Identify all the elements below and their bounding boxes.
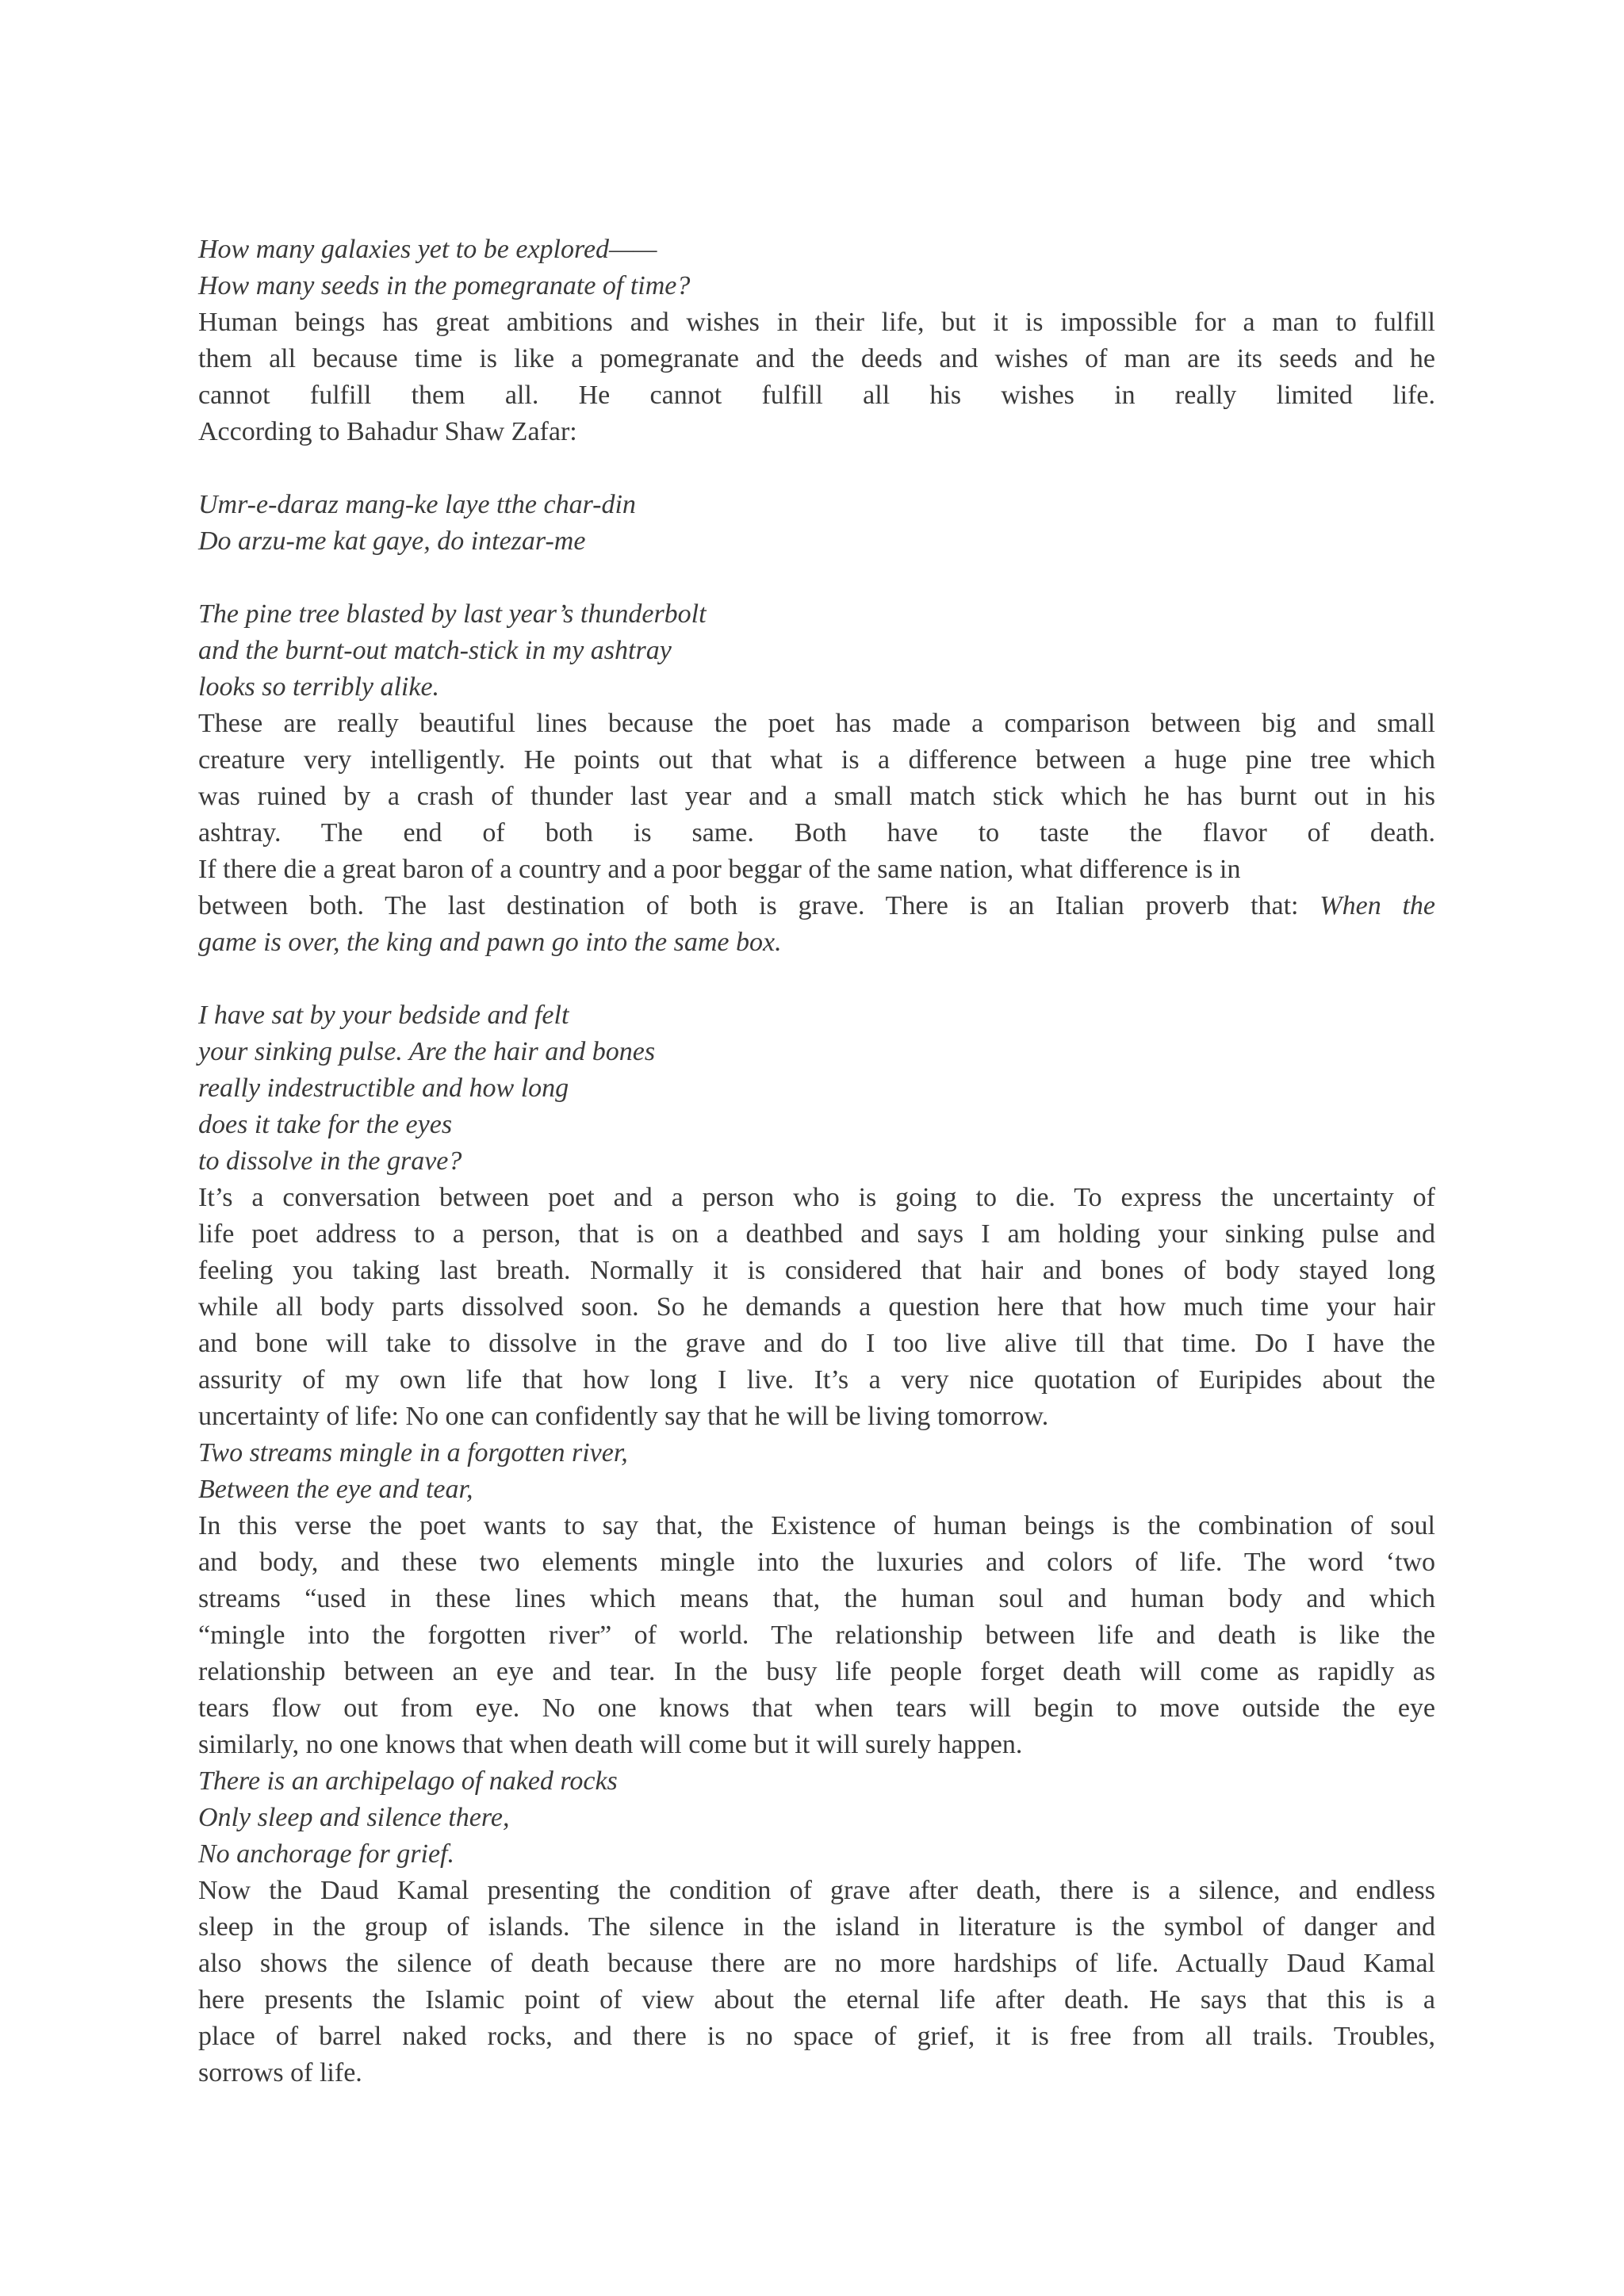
verse-line: looks so terribly alike. <box>198 672 440 702</box>
prose-line: them all because time is like a pomegranate and the deeds and wishes of man are its seeds and he <box>198 344 1435 373</box>
prose-line: also shows the silence of death because there are no more hardships of life. Actually Daud Kamal <box>198 1949 1435 1978</box>
prose-line <box>198 888 1435 924</box>
blank-line <box>198 961 1435 997</box>
prose-line: feeling you taking last breath. Normally it is considered that hair and bones of body stayed long <box>198 1256 1435 1285</box>
verse-line: No anchorage for grief. <box>198 1839 454 1869</box>
prose-line: streams “used in these lines which means that, the human soul and human body and which <box>198 1584 1435 1613</box>
prose-line: These are really beautiful lines because the poet has made a comparison between big and small <box>198 709 1435 738</box>
verse-line: really indestructible and how long <box>198 1073 569 1103</box>
verse-line: Two streams mingle in a forgotten river, <box>198 1438 628 1468</box>
verse-line: I have sat by your bedside and felt <box>198 1001 569 1030</box>
verse-line: game is over, the king and pawn go into the same box. <box>198 928 782 957</box>
prose-line: “mingle into the forgotten river” of world. The relationship between life and death is like the <box>198 1621 1435 1650</box>
document-body <box>198 232 1435 2091</box>
prose-line: In this verse the poet wants to say that, the Existence of human beings is the combination of soul <box>198 1511 1435 1540</box>
prose-line: place of barrel naked rocks, and there is no space of grief, it is free from all trails. Troubles, <box>198 2022 1435 2051</box>
prose-line: If there die a great baron of a country and a poor beggar of the same nation, what difference is in <box>198 855 1241 884</box>
prose-line: sleep in the group of islands. The silence in the island in literature is the symbol of danger and <box>198 1912 1435 1942</box>
prose-line: cannot fulfill them all. He cannot fulfill all his wishes in really limited life. <box>198 381 1435 410</box>
prose-line: sorrows of life. <box>198 2058 362 2087</box>
prose-line: According to Bahadur Shaw Zafar: <box>198 417 577 446</box>
prose-line: Human beings has great ambitions and wishes in their life, but it is impossible for a man to fulfill <box>198 308 1435 337</box>
blank-line <box>198 450 1435 487</box>
verse-line: Do arzu-me kat gaye, do intezar-me <box>198 526 586 556</box>
prose-line: Now the Daud Kamal presenting the condition of grave after death, there is a silence, and endless <box>198 1876 1435 1905</box>
prose-line: life poet address to a person, that is on a deathbed and says I am holding your sinking pulse and <box>198 1219 1435 1249</box>
proverb-text: When the <box>1320 891 1435 920</box>
prose-line: uncertainty of life: No one can confidently say that he will be living tomorrow. <box>198 1402 1049 1431</box>
prose-line: relationship between an eye and tear. In the busy life people forget death will come as rapidly as <box>198 1657 1435 1686</box>
verse-line: How many seeds in the pomegranate of time? <box>198 271 691 300</box>
prose-line: was ruined by a crash of thunder last year and a small match stick which he has burnt out in his <box>198 782 1435 811</box>
prose-line: ashtray. The end of both is same. Both have to taste the flavor of death. <box>198 818 1435 848</box>
verse-line: your sinking pulse. Are the hair and bones <box>198 1037 656 1066</box>
prose-line: while all body parts dissolved soon. So he demands a question here that how much time your hair <box>198 1292 1435 1322</box>
prose-line: here presents the Islamic point of view about the eternal life after death. He says that this is a <box>198 1985 1435 2015</box>
prose-line: It’s a conversation between poet and a person who is going to die. To express the uncertainty of <box>198 1183 1435 1212</box>
verse-line: How many galaxies yet to be explored—— <box>198 235 657 264</box>
prose-line: tears flow out from eye. No one knows that when tears will begin to move outside the eye <box>198 1693 1435 1723</box>
prose-line: assurity of my own life that how long I live. It’s a very nice quotation of Euripides about the <box>198 1365 1435 1395</box>
prose-line: and body, and these two elements mingle into the luxuries and colors of life. The word ‘two <box>198 1548 1435 1577</box>
verse-line: and the burnt-out match-stick in my ashtray <box>198 636 672 665</box>
blank-line <box>198 560 1435 596</box>
prose-text: between both. The last destination of both is grave. There is an Italian proverb that: <box>198 891 1320 920</box>
verse-line: does it take for the eyes <box>198 1110 453 1139</box>
prose-line: similarly, no one knows that when death will come but it will surely happen. <box>198 1730 1023 1759</box>
verse-line: There is an archipelago of naked rocks <box>198 1766 618 1796</box>
prose-line: creature very intelligently. He points out that what is a difference between a huge pine tree which <box>198 745 1435 775</box>
verse-line: Between the eye and tear, <box>198 1475 473 1504</box>
prose-line: and bone will take to dissolve in the grave and do I too live alive till that time. Do I have the <box>198 1329 1435 1358</box>
verse-line: Only sleep and silence there, <box>198 1803 510 1832</box>
verse-line: The pine tree blasted by last year’s thunderbolt <box>198 599 707 629</box>
verse-line: to dissolve in the grave? <box>198 1146 462 1176</box>
verse-line: Umr-e-daraz mang-ke laye tthe char-din <box>198 490 636 519</box>
